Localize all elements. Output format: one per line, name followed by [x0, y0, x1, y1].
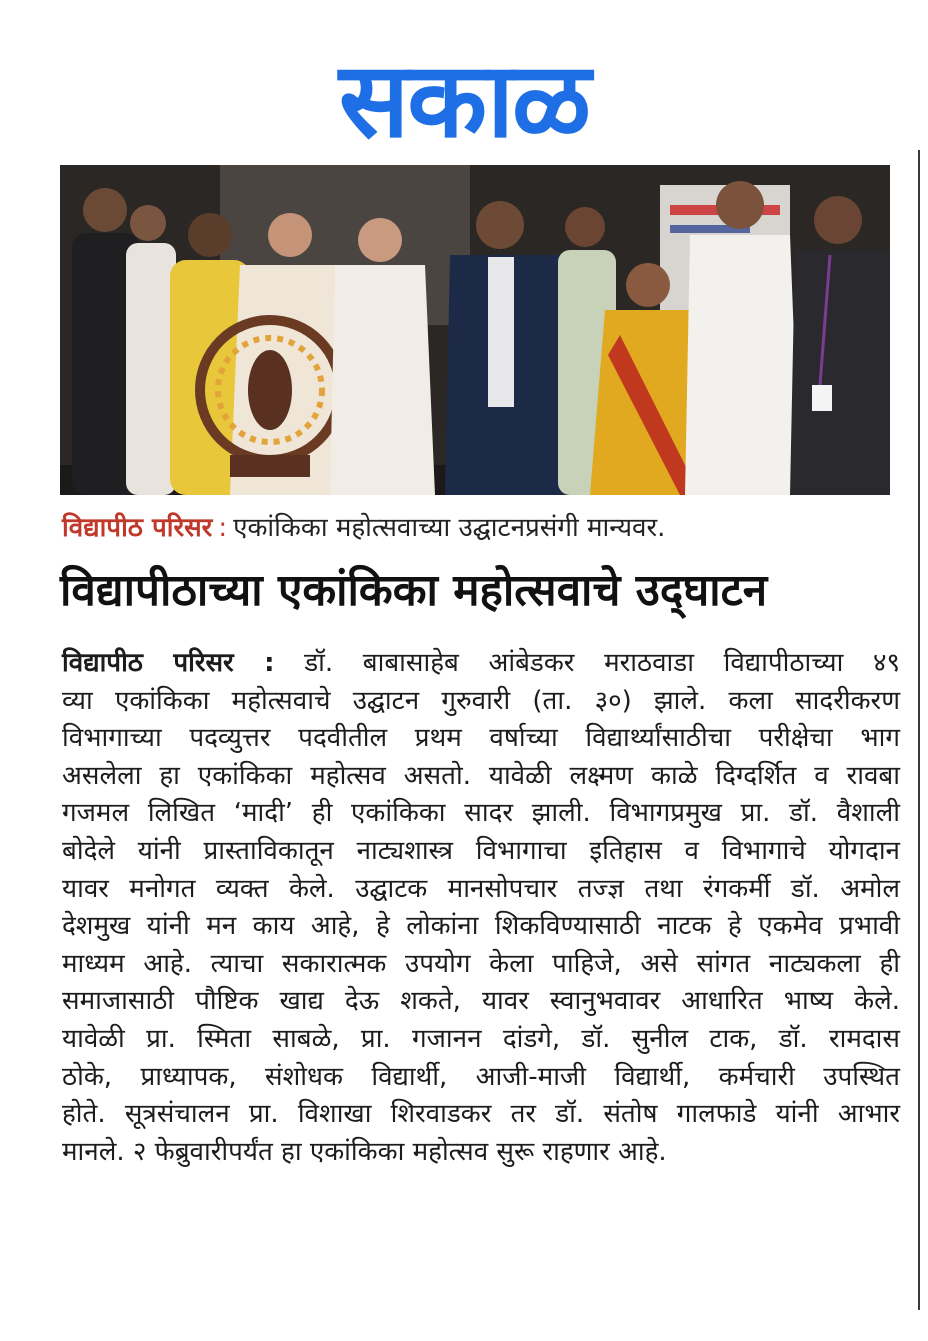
article-line-13: होते. सूत्रसंचालन प्रा. विशाखा शिरवाडकर तर डॉ. संतोष गालफाडे यांनी आभार: [62, 1099, 900, 1130]
article-line-12: ठोके, प्राध्यापक, संशोधक विद्यार्थी, आजी-माजी विद्यार्थी, कर्मचारी उपस्थित: [62, 1061, 900, 1092]
article-line-11: यावेळी प्रा. स्मिता साबळे, प्रा. गजानन दांडगे, डॉ. सुनील टाक, डॉ. रामदास: [62, 1023, 900, 1054]
column-divider: [918, 150, 920, 1310]
article-line-1: [62, 645, 900, 683]
group-photo-icon: [60, 165, 890, 495]
article-dateline: विद्यापीठ परिसर :: [62, 648, 275, 678]
article-line-2: व्या एकांकिका महोत्सवाचे उद्घाटन गुरुवारी (ता. ३०) झाले. कला सादरीकरण: [62, 685, 900, 716]
article-line-1-text: डॉ. बाबासाहेब आंबेडकर मराठवाडा विद्यापीठाच्या ४९: [304, 648, 901, 678]
article-headline: विद्यापीठाच्या एकांकिका महोत्सवाचे उद्‌घाटन: [60, 565, 768, 616]
caption-dateline: विद्यापीठ परिसर: [62, 513, 213, 543]
article-line-14: मानले. २ फेब्रुवारीपर्यंत हा एकांकिका महोत्सव सुरू राहणार आहे.: [62, 1136, 667, 1167]
group-photo: [60, 165, 890, 495]
article-line-6: बोदेले यांनी प्रास्ताविकातून नाट्यशास्त्र विभागाचा इतिहास व विभागाचे योगदान: [62, 835, 900, 866]
article-line-10: समाजासाठी पौष्टिक खाद्य देऊ शकते, यावर स्वानुभवावर आधारित भाष्य केले.: [62, 986, 900, 1017]
caption-separator: :: [218, 513, 228, 543]
article-line-4: असलेला हा एकांकिका महोत्सव असतो. यावेळी लक्ष्मण काळे दिग्दर्शित व रावबा: [62, 760, 900, 791]
article-line-9: माध्यम आहे. त्याचा सकारात्मक उपयोग केला पाहिजे, असे सांगत नाट्यकला ही: [62, 948, 900, 979]
photo-caption: [62, 510, 902, 546]
newspaper-masthead: [0, 40, 928, 160]
article-line-3: विभागाच्या पदव्युत्तर पदवीतील प्रथम वर्षाच्या विद्यार्थ्यांसाठीचा परीक्षेचा भाग: [62, 723, 900, 754]
masthead-title: सकाळ: [338, 39, 590, 161]
article-line-5: गजमल लिखित ‘मादी’ ही एकांकिका सादर झाली. विभागप्रमुख प्रा. डॉ. वैशाली: [62, 798, 900, 829]
article-line-7: यावर मनोगत व्यक्त केले. उद्घाटक मानसोपचार तज्ज्ञ तथा रंगकर्मी डॉ. अमोल: [62, 873, 900, 904]
article-line-8: देशमुख यांनी मन काय आहे, हे लोकांना शिकविण्यासाठी नाटक हे एकमेव प्रभावी: [62, 911, 900, 942]
article-body: [62, 645, 900, 1171]
caption-text: एकांकिका महोत्सवाच्या उद्घाटनप्रसंगी मान्यवर.: [233, 513, 666, 543]
